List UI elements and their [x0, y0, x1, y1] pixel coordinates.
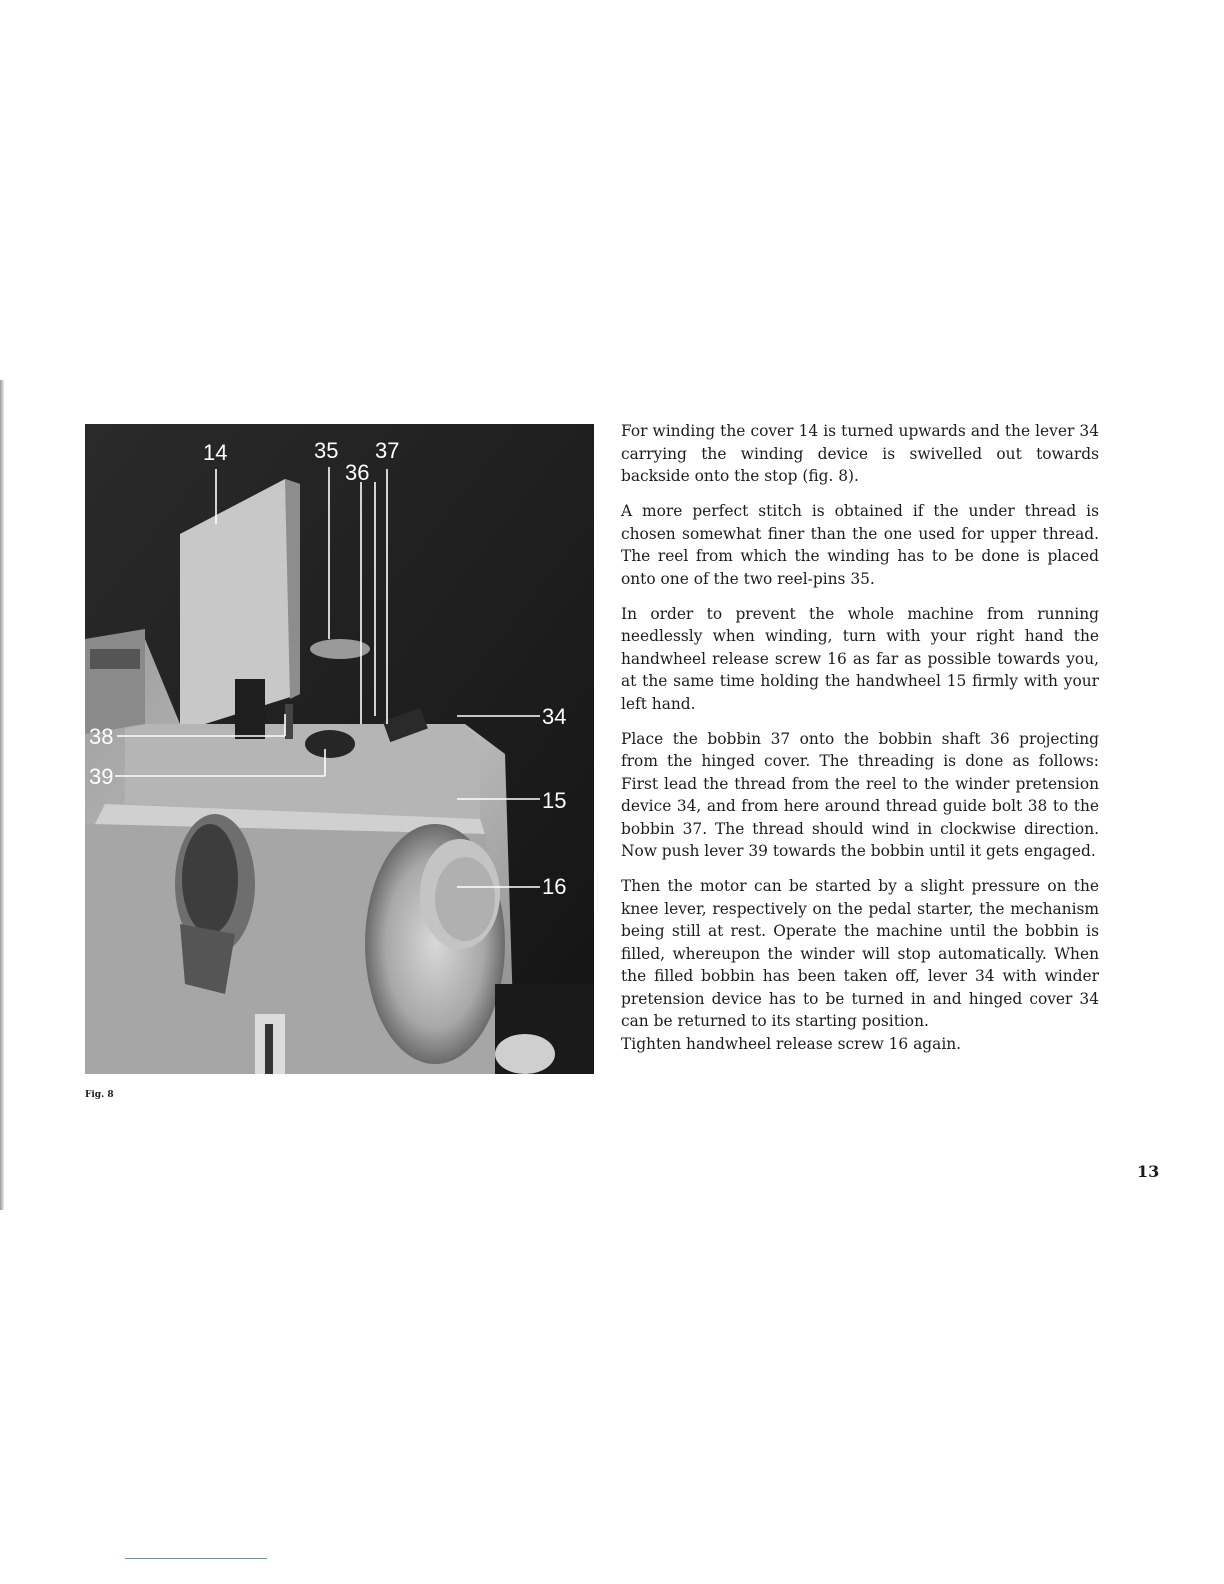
scan-edge-shadow	[0, 380, 4, 1210]
callout-14: 14	[203, 440, 228, 465]
paragraph: In order to prevent the whole machine from running needlessly when winding, turn with your right hand the handwheel release screw 16 as far as possible towards you, at the same time holding the handwheel 15 firmly with your left hand.	[621, 604, 1099, 713]
callout-36: 36	[345, 460, 370, 485]
page-number: 13	[1137, 1162, 1160, 1181]
callout-34: 34	[542, 704, 567, 729]
figure-caption: Fig. 8	[85, 1090, 114, 1100]
paragraph: Place the bobbin 37 onto the bobbin shaft 36 projecting from the hinged cover. The threading is done as follows: First lead the thread from the reel to the winder pretension device 34, and from here around thread guide bolt 38 to the bobbin 37. The thread should wind in clockwise direction. Now push lever 39 towards the bobbin until it gets engaged.	[621, 729, 1099, 860]
callout-16: 16	[542, 874, 567, 899]
paragraph: Tighten handwheel release screw 16 again.	[621, 1034, 962, 1053]
footer-rule	[125, 1558, 267, 1559]
callout-39: 39	[89, 764, 114, 789]
figure-8-photo	[85, 424, 594, 1074]
body-text	[621, 420, 1099, 1055]
paragraph: A more perfect stitch is obtained if the under thread is chosen somewhat finer than the one used for upper thread. The reel from which the winding has to be done is placed onto one of the two reel-pins 35.	[621, 502, 1099, 588]
callout-15: 15	[542, 788, 567, 813]
callout-37: 37	[375, 438, 400, 463]
paragraph: For winding the cover 14 is turned upwards and the lever 34 carrying the winding device is swivelled out towards backside onto the stop (fig. 8).	[621, 422, 1099, 485]
callout-38: 38	[89, 724, 114, 749]
callout-35: 35	[314, 438, 339, 463]
paragraph: Then the motor can be started by a slight pressure on the knee lever, respectively on the pedal starter, the mechanism being still at rest. Operate the machine until the bobbin is filled, whereupon the winder will stop automatically. When the filled bobbin has been taken off, lever 34 with winder pretension device has to be turned in and hinged cover 34 can be returned to its starting position.	[621, 877, 1099, 1030]
